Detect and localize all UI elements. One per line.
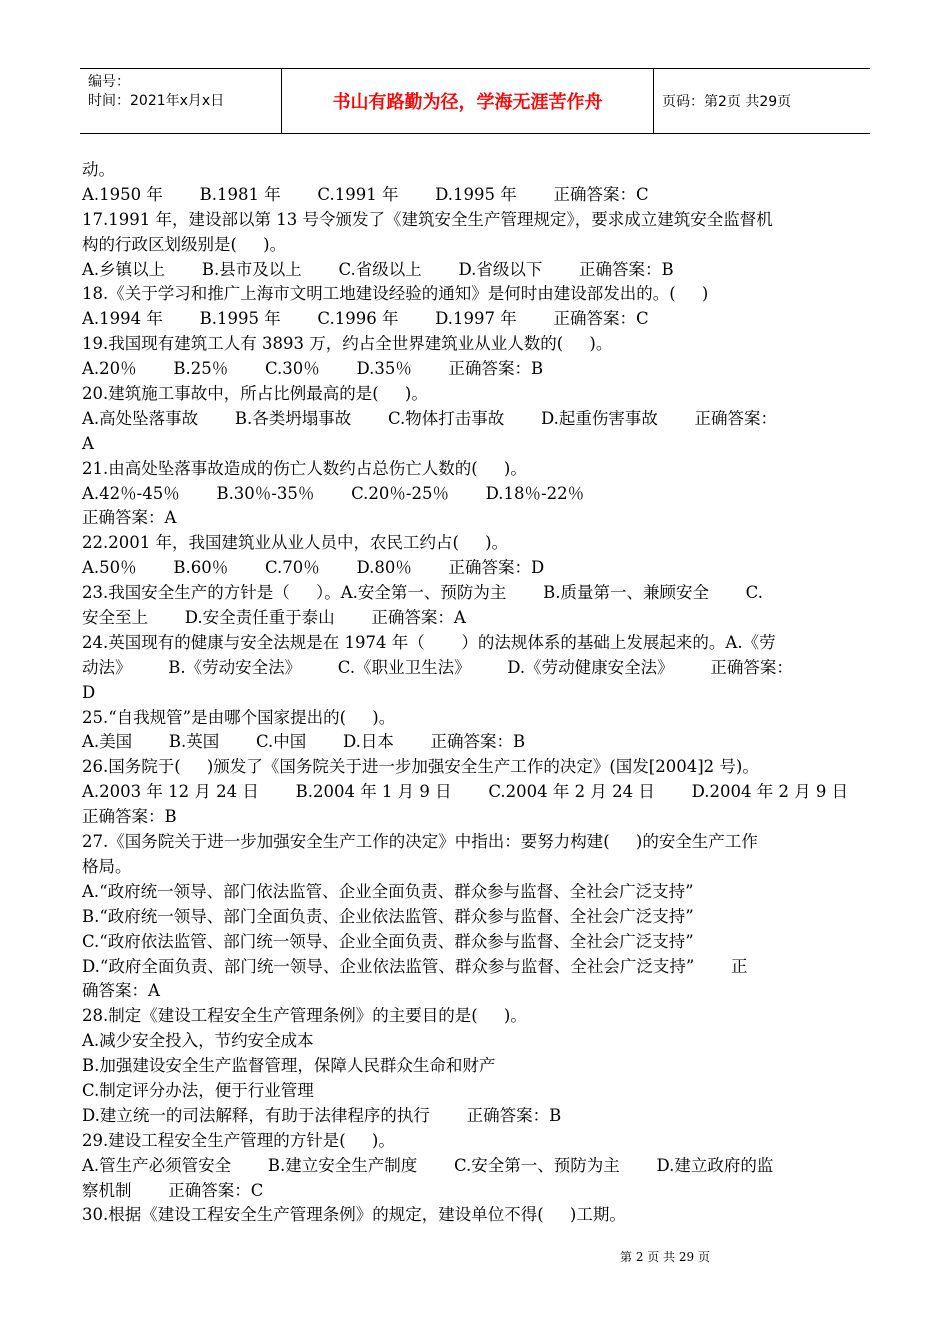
text-line: 17.1991 年，建设部以第 13 号令颁发了《建筑安全生产管理规定》，要求成立建筑安全监督机: [82, 209, 773, 229]
text-line: A.42％-45％ B.30％-35％ C.20％-25％ D.18％-22％: [82, 483, 585, 503]
text-line: 确答案：A: [82, 981, 160, 1001]
text-line: A.管生产必须管安全 B.建立安全生产制度 C.安全第一、预防为主 D.建立政府的监: [82, 1155, 774, 1175]
text-line: 30.根据《建设工程安全生产管理条例》的规定，建设单位不得( )工期。: [82, 1205, 626, 1225]
text-line: 27.《国务院关于进一步加强安全生产工作的决定》中指出：要努力构建( )的安全生产工作: [82, 832, 758, 852]
text-line: 25.“自我规管”是由哪个国家提出的( )。: [82, 707, 396, 727]
text-line: 察机制 正确答案：C: [82, 1180, 264, 1200]
page-footer: 第 2 页 共 29 页: [620, 1250, 710, 1264]
text-line: C.“政府依法监管、部门统一领导、企业全面负责、群众参与监督、全社会广泛支持”: [82, 931, 694, 951]
text-line: 20.建筑施工事故中，所占比例最高的是( )。: [82, 384, 428, 404]
text-line: 21.由高处坠落事故造成的伤亡人数约占总伤亡人数的( )。: [82, 458, 527, 478]
text-line: 26.国务院于( )颁发了《国务院关于进一步加强安全生产工作的决定》(国发[2004]2 号)。: [82, 757, 759, 777]
text-line: A.20％ B.25％ C.30％ D.35％ 正确答案：B: [82, 359, 544, 379]
text-line: 23.我国安全生产的方针是（ ）。A.安全第一、预防为主 B.质量第一、兼顾安全 C.: [82, 583, 763, 603]
text-line: 正确答案：B: [82, 807, 177, 827]
document-number-label: 编号：: [88, 74, 130, 90]
text-line: A.乡镇以上 B.县市及以上 C.省级以上 D.省级以下 正确答案：B: [82, 259, 674, 279]
text-line: 安全至上 D.安全责任重于泰山 正确答案：A: [82, 608, 466, 628]
text-line: 格局。: [82, 856, 132, 876]
text-line: A.1950 年 B.1981 年 C.1991 年 D.1995 年 正确答案：C: [82, 184, 649, 204]
text-line: A.高处坠落事故 B.各类坍塌事故 C.物体打击事故 D.起重伤害事故 正确答案：: [82, 408, 778, 428]
text-line: 18.《关于学习和推广上海市文明工地建设经验的通知》是何时由建设部发出的。( ): [82, 284, 709, 304]
text-line: 19.我国现有建筑工人有 3893 万，约占全世界建筑业从业人数的( )。: [82, 334, 613, 354]
header-motto: 书山有路勤为径，学海无涯苦作舟: [282, 69, 654, 133]
text-line: A.美国 B.英国 C.中国 D.日本 正确答案：B: [82, 732, 526, 752]
text-line: 28.制定《建设工程安全生产管理条例》的主要目的是( )。: [82, 1006, 527, 1026]
text-line: D: [82, 682, 96, 702]
document-body: [82, 158, 872, 1228]
text-line: A.1994 年 B.1995 年 C.1996 年 D.1997 年 正确答案：C: [82, 309, 649, 329]
text-line: 22.2001 年，我国建筑业从业人员中，农民工约占( )。: [82, 533, 509, 553]
text-line: D.建立统一的司法解释，有助于法律程序的执行 正确答案：B: [82, 1105, 562, 1125]
text-line: 动法》 B.《劳动安全法》 C.《职业卫生法》 D.《劳动健康安全法》 正确答案：: [82, 657, 793, 677]
text-line: 29.建设工程安全生产管理的方针是( )。: [82, 1130, 395, 1150]
text-line: B.加强建设安全生产监督管理，保障人民群众生命和财产: [82, 1056, 496, 1076]
page-header: [80, 68, 870, 134]
text-line: 构的行政区划级别是( )。: [82, 234, 287, 254]
header-meta: [80, 69, 282, 133]
text-line: A.50％ B.60％ C.70％ D.80％ 正确答案：D: [82, 558, 545, 578]
text-line: 动。: [82, 160, 115, 179]
text-line: A.“政府统一领导、部门依法监管、企业全面负责、群众参与监督、全社会广泛支持”: [82, 881, 694, 901]
text-line: 正确答案：A: [82, 508, 177, 528]
text-line: B.“政府统一领导、部门全面负责、企业依法监管、群众参与监督、全社会广泛支持”: [82, 906, 694, 926]
text-line: A.2003 年 12 月 24 日 B.2004 年 1 月 9 日 C.2004 年 2 月 24 日 D.2004 年 2 月 9 日: [82, 782, 849, 802]
text-line: 24.英国现有的健康与安全法规是在 1974 年（ ）的法规体系的基础上发展起来的。A.《劳: [82, 632, 776, 652]
document-time-label: 时间：2021年x月x日: [88, 93, 225, 109]
text-line: C.制定评分办法，便于行业管理: [82, 1080, 314, 1100]
header-page-info: 页码：第2页 共29页: [662, 94, 792, 110]
text-line: D.“政府全面负责、部门统一领导、企业依法监管、群众参与监督、全社会广泛支持” 正: [82, 956, 748, 976]
text-line: A.减少安全投入，节约安全成本: [82, 1031, 314, 1051]
text-line: A: [82, 433, 94, 453]
